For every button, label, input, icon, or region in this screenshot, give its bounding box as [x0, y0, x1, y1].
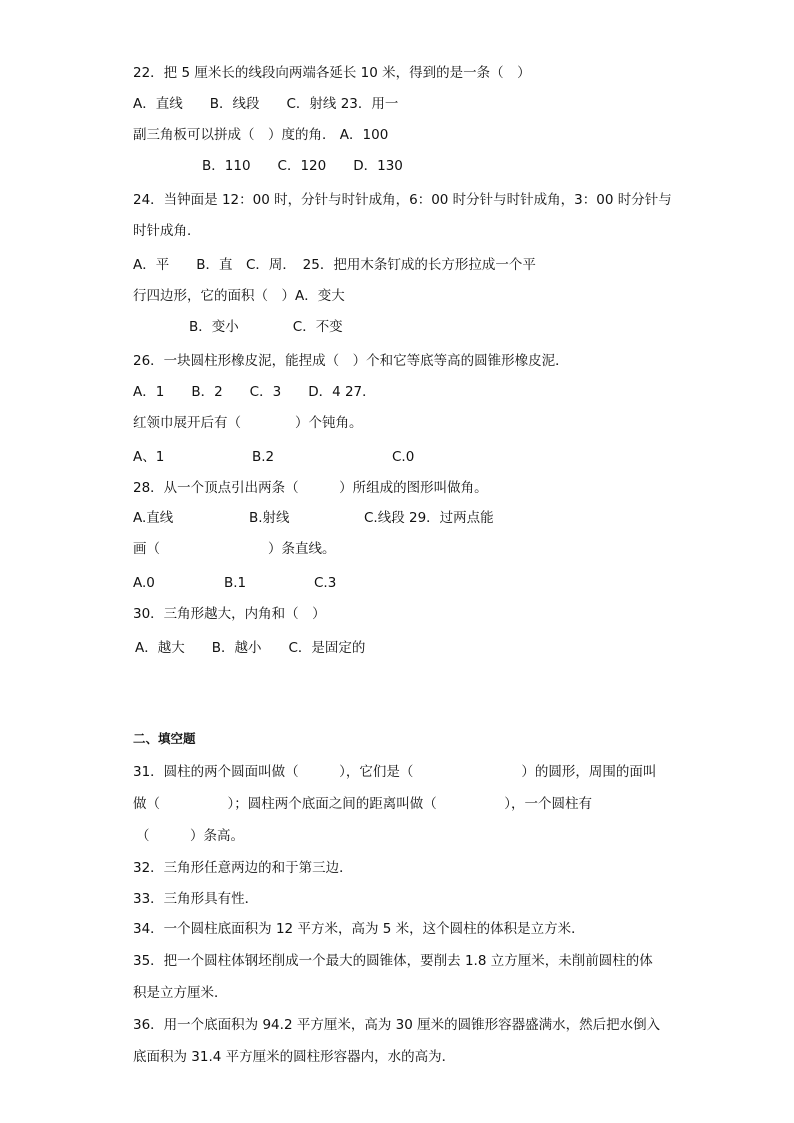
question-29-option-b: B.1 — [224, 575, 247, 591]
question-26-stem: 26．一块圆柱形橡皮泥，能捏成（ ）个和它等底等高的圆锥形橡皮泥． — [133, 353, 569, 369]
question-28-stem: 28．从一个顶点引出两条（ ）所组成的图形叫做角。 — [133, 480, 488, 496]
question-25-options: B．变小 C．不变 — [189, 319, 343, 335]
question-35-stem-cont: 积是立方厘米． — [133, 985, 228, 1001]
question-23-stem: 副三角板可以拼成（ ）度的角． A．100 — [133, 127, 389, 143]
question-30-stem: 30．三角形越大，内角和（ ） — [133, 606, 326, 622]
question-30-options: A．越大 B．越小 C．是固定的 — [135, 640, 366, 656]
question-35-stem: 35．把一个圆柱体钢坯削成一个最大的圆锥体，要削去 1.8 立方厘米，未削前圆柱的体 — [133, 953, 653, 969]
question-33-stem: 33．三角形具有性． — [133, 891, 259, 907]
question-24-stem: 24．当钟面是 12：00 时，分针与时针成角，6：00 时分针与时针成角，3：00 时分针与 — [133, 192, 672, 208]
question-34-stem: 34．一个圆柱底面积为 12 平方米，高为 5 米，这个圆柱的体积是立方米． — [133, 921, 585, 937]
question-29-option-c: C.3 — [314, 575, 337, 591]
question-28-option-c: C.线段 29．过两点能 — [364, 510, 494, 526]
question-22-stem: 22．把 5 厘米长的线段向两端各延长 10 米，得到的是一条（ ） — [133, 65, 531, 81]
question-25-stem: 行四边形，它的面积（ ）A．变大 — [133, 288, 345, 304]
question-31-stem-end: （ ）条高。 — [136, 828, 244, 844]
question-27-option-c: C.0 — [392, 449, 415, 465]
question-26-options: A．1 B．2 C．3 D．4 27． — [133, 384, 376, 400]
question-27-stem: 红领巾展开后有（ ）个钝角。 — [133, 415, 363, 431]
question-31-stem: 31．圆柱的两个圆面叫做（ ），它们是（ ）的圆形，周围的面叫 — [133, 764, 657, 780]
question-23-options: B．110 C．120 D．130 — [202, 158, 403, 174]
question-32-stem: 32．三角形任意两边的和于第三边． — [133, 860, 353, 876]
section-heading: 二、填空题 — [133, 731, 196, 746]
question-24-options: A．平 B．直 C．周． 25．把用木条钉成的长方形拉成一个平 — [133, 257, 536, 273]
question-28-option-a: A.直线 — [133, 510, 174, 526]
question-28-option-b: B.射线 — [249, 510, 290, 526]
question-36-stem: 36．用一个底面积为 94.2 平方厘米，高为 30 厘米的圆锥形容器盛满水，然后把水倒入 — [133, 1017, 661, 1033]
question-27-option-a: A、1 — [133, 449, 165, 465]
question-22-options: A．直线 B．线段 C．射线 23．用一 — [133, 96, 399, 112]
question-24-stem-cont: 时针成角． — [133, 223, 201, 239]
question-36-stem-cont: 底面积为 31.4 平方厘米的圆柱形容器内，水的高为． — [133, 1049, 456, 1065]
question-27-option-b: B.2 — [252, 449, 275, 465]
question-31-stem-cont: 做（ ）；圆柱两个底面之间的距离叫做（ ），一个圆柱有 — [133, 796, 592, 812]
question-29-stem: 画（ ）条直线。 — [133, 541, 336, 557]
question-29-option-a: A.0 — [133, 575, 155, 591]
